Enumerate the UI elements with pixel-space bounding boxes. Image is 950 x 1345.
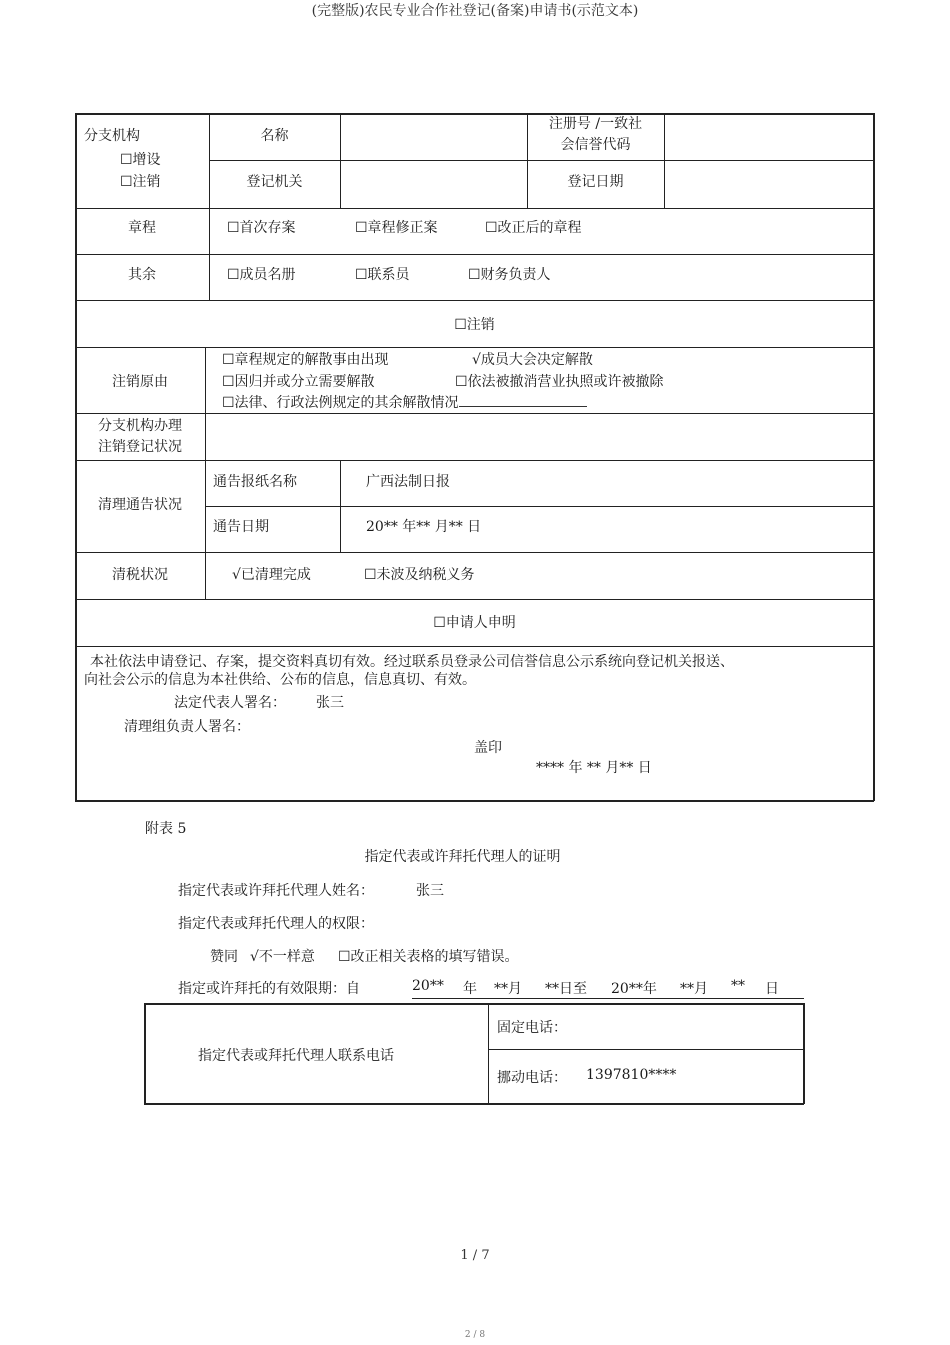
tax-label: 清税状况 <box>112 567 168 583</box>
branch-cancel-label-line1: 分支机构办理 <box>98 418 182 434</box>
branch-cancel-label-line2: 注销登记状况 <box>98 439 182 455</box>
validity-day-unit: 日 <box>765 981 779 997</box>
reg-no-label-line1: 注册号 /一致社 <box>548 116 643 132</box>
declaration-date[interactable]: **** 年 ** 月** 日 <box>536 760 652 776</box>
reason-law-checkbox-row <box>222 392 587 412</box>
tax-cleared-checkbox[interactable]: √已清理完成 <box>232 567 311 583</box>
small-page-number: 2 / 8 <box>464 1330 486 1340</box>
declaration-line2: 向社会公示的信息为本社供给、公布的信息，信息真切、有效。 <box>84 672 476 688</box>
validity-end-year[interactable]: 20**年 <box>611 981 657 997</box>
validity-end-month[interactable]: **月 <box>680 981 708 997</box>
divider <box>75 347 874 348</box>
member-roster-checkbox[interactable]: ☐成员名册 <box>227 267 296 283</box>
agent-name-label: 指定代表或许拜托代理人姓名： <box>178 883 374 899</box>
divider <box>75 599 874 600</box>
phone-table-border-right <box>803 1003 805 1104</box>
charter-first-filing-checkbox[interactable]: ☐首次存案 <box>227 220 296 236</box>
divider <box>75 413 874 414</box>
branch-add-checkbox[interactable]: ☐增设 <box>120 152 161 168</box>
branch-cancel-checkbox[interactable]: ☐注销 <box>120 174 161 190</box>
agent-authority-label: 指定代表或拜托代理人的权限： <box>178 916 374 932</box>
validity-end-day[interactable]: ** <box>731 978 745 994</box>
validity-start-year[interactable]: 20** <box>412 978 444 994</box>
validity-start-month[interactable]: **月 <box>494 981 522 997</box>
legal-rep-signature-value[interactable]: 张三 <box>316 695 344 711</box>
divider <box>488 1003 489 1104</box>
divider <box>205 506 873 507</box>
finance-head-checkbox[interactable]: ☐财务负责人 <box>468 267 551 283</box>
divider <box>75 254 874 255</box>
appendix-title: 指定代表或许拜托代理人的证明 <box>364 849 561 865</box>
validity-year-unit: 年 <box>463 981 477 997</box>
validity-start-day[interactable]: **日至 <box>545 981 587 997</box>
authority-disagree-checkbox[interactable]: √不一样意 <box>250 949 315 965</box>
reg-no-field[interactable] <box>665 118 871 158</box>
legal-rep-signature-label: 法定代表人署名： <box>174 695 286 711</box>
charter-amendment-checkbox[interactable]: ☐章程修正案 <box>355 220 438 236</box>
notice-date-value[interactable]: 20** 年** 月** 日 <box>366 519 482 535</box>
mobile-phone-value[interactable]: 1397810**** <box>586 1067 677 1083</box>
notice-paper-label: 通告报纸名称 <box>213 474 297 490</box>
phone-table-border-bottom <box>144 1103 804 1105</box>
liquidator-signature-label: 清理组负责人署名： <box>124 719 250 735</box>
reg-no-label-line2: 会信誉代码 <box>560 137 631 153</box>
reason-charter-checkbox[interactable]: ☐章程规定的解散事由出现 <box>222 352 389 368</box>
fixed-phone-label: 固定电话： <box>497 1020 567 1036</box>
divider <box>209 160 873 161</box>
divider <box>75 552 874 553</box>
mobile-phone-label: 挪动电话： <box>497 1070 567 1086</box>
branch-name-field[interactable] <box>341 118 525 158</box>
table-border-bottom <box>75 800 874 802</box>
page-number: 1 / 7 <box>460 1248 490 1263</box>
authority-agree-checkbox[interactable]: 赞同 <box>210 949 238 965</box>
notice-paper-value[interactable]: 广西法制日报 <box>366 474 450 490</box>
cancel-reason-label: 注销原由 <box>112 374 168 390</box>
reason-law-blank[interactable] <box>459 394 587 407</box>
authority-correct-checkbox[interactable]: ☐改正相关表格的填写错误。 <box>338 949 519 965</box>
reason-merger-checkbox[interactable]: ☐因归并或分立需要解散 <box>222 374 375 390</box>
branch-cancel-field[interactable] <box>207 416 871 458</box>
reg-date-field[interactable] <box>665 164 871 204</box>
tax-none-checkbox[interactable]: ☐未波及纳税义务 <box>364 567 475 583</box>
agent-name-value[interactable]: 张三 <box>416 883 444 899</box>
other-label: 其余 <box>128 267 156 283</box>
divider <box>488 1049 803 1050</box>
table-border-top <box>75 113 874 115</box>
table-border-right <box>873 113 875 801</box>
divider <box>75 300 874 301</box>
branch-label: 分支机构 <box>84 128 140 144</box>
divider <box>75 646 874 647</box>
declaration-title-checkbox[interactable]: ☐申请人申明 <box>433 615 516 631</box>
divider <box>75 460 874 461</box>
reason-law-checkbox[interactable]: ☐法律、行政法例规定的其余解散情况 <box>222 395 459 411</box>
divider <box>205 347 206 599</box>
validity-label: 指定或许拜托的有效限期：自 <box>178 981 360 997</box>
document-title: (完整版)农民专业合作社登记(备案)申请书(示范文本) <box>311 3 639 19</box>
branch-name-label: 名称 <box>260 128 289 144</box>
phone-table-border-top <box>144 1003 804 1005</box>
agent-phone-label: 指定代表或拜托代理人联系电话 <box>198 1048 394 1064</box>
divider <box>75 208 874 209</box>
fixed-phone-field[interactable] <box>570 1010 798 1044</box>
validity-underline <box>412 998 804 999</box>
phone-table-border-left <box>144 1003 146 1104</box>
charter-label: 章程 <box>128 220 156 236</box>
cancel-section-checkbox[interactable]: ☐注销 <box>454 317 495 333</box>
reg-date-label: 登记日期 <box>567 174 624 190</box>
notice-date-label: 通告日期 <box>213 519 269 535</box>
seal-label: 盖印 <box>474 740 502 756</box>
reason-license-revoked-checkbox[interactable]: ☐依法被撤消营业执照或许被撤除 <box>455 374 664 390</box>
charter-revised-checkbox[interactable]: ☐改正后的章程 <box>485 220 582 236</box>
reason-member-meeting-checkbox[interactable]: √成员大会决定解散 <box>472 352 593 368</box>
reg-org-field[interactable] <box>341 164 525 204</box>
liaison-checkbox[interactable]: ☐联系员 <box>355 267 410 283</box>
reg-org-label: 登记机关 <box>246 174 303 190</box>
liquidation-notice-label: 清理通告状况 <box>98 497 182 513</box>
declaration-line1: 本社依法申请登记、存案，提交资料真切有效。经过联系员登录公司信誉信息公示系统向登记机关报送、 <box>90 654 734 670</box>
appendix-label: 附表 5 <box>145 821 187 837</box>
